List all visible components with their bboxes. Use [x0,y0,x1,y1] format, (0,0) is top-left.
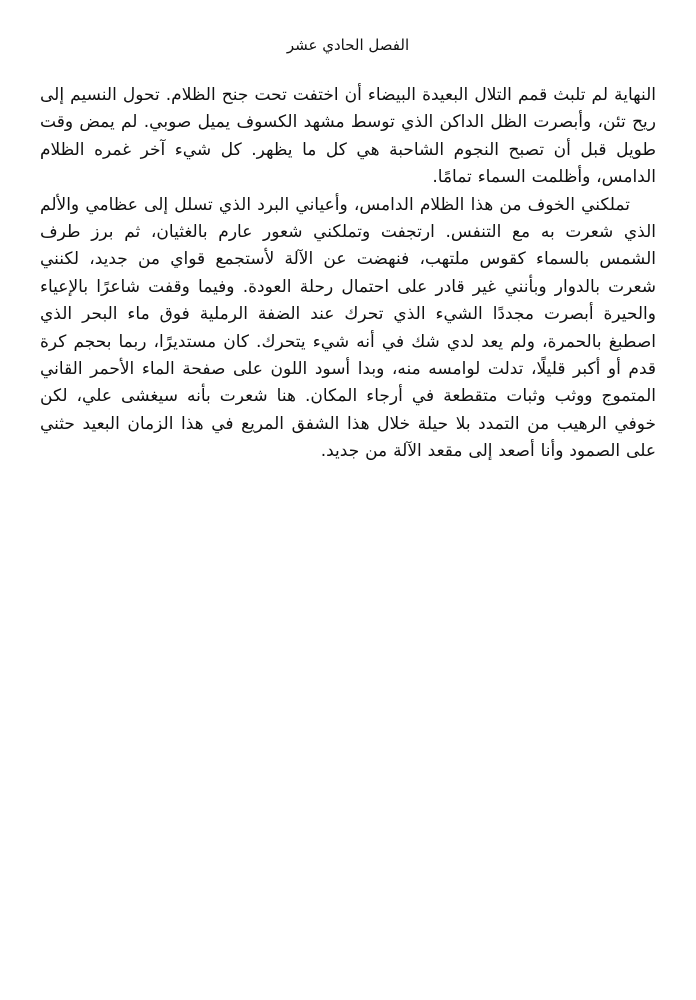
body-text [40,82,656,466]
chapter-title: الفصل الحادي عشر [286,36,410,54]
paragraph: النهاية لم تلبث قمم التلال البعيدة البيضاء أن اختفت تحت جنح الظلام. تحول النسيم إلى ريح تئن، وأبصرت الظل الداكن الذي توسط مشهد الكسوف يميل صوبي. لم يمض وقت طويل قبل أن تصبح النجوم الشاحبة هي كل ما يظهر. كل شيء آخر غمره الظلام الدامس، وأظلمت السماء تمامًا. [40,85,656,188]
paragraph: تملكني الخوف من هذا الظلام الدامس، وأعياني البرد الذي تسلل إلى عظامي والألم الذي شعرت به مع التنفس. ارتجفت وتملكني شعور عارم بالغثيان، ثم برز طرف الشمس بالسماء كقوس ملتهب، فنهضت عن الآلة لأستجمع قواي من جديد، لكنني شعرت بالدوار وبأنني غير قادر على احتمال رحلة العودة. وفيما وقفت شاعرًا بالإعياء والحيرة أبصرت مجددًا الشيء الذي تحرك عند الضفة الرملية فوق ماء البحر الذي اصطبغ بالحمرة، ولم يعد لدي شك في أنه شيء يتحرك. كان مستديرًا، ربما بحجم كرة قدم أو أكبر قليلًا، تدلت لوامسه منه، وبدا أسود اللون على صفحة الماء الأحمر القاني المتموج ووثب وثبات متقطعة في أرجاء المكان. هنا شعرت بأنه سيغشى علي، لكن خوفي الرهيب من التمدد بلا حيلة خلال هذا الشفق المريع في هذا الزمان البعيد حثني على الصمود وأنا أصعد إلى مقعد الآلة من جديد. [40,194,656,462]
